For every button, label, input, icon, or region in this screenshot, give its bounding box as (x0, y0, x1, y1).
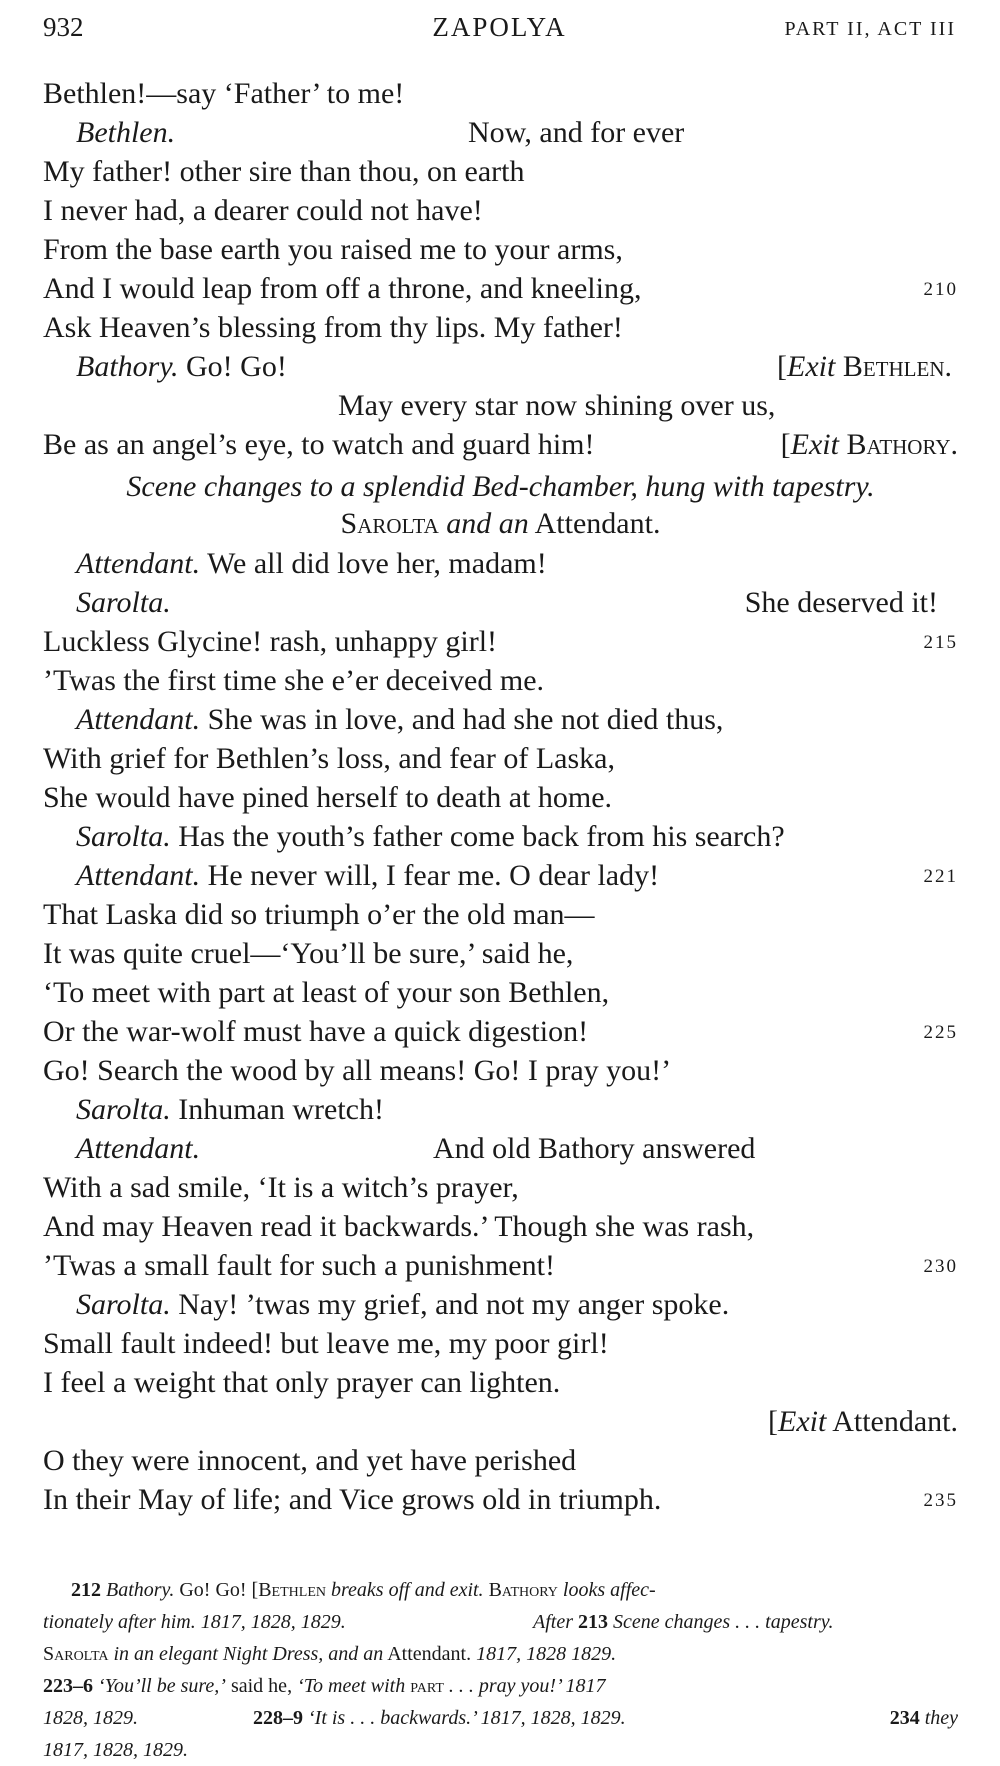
footnote-line: Sarolta in an elegant Night Dress, and an Attendant. 1817, 1828 1829. (43, 1643, 617, 1665)
verse-line: I never had, a dearer could not have! (43, 194, 483, 227)
verse-line: And may Heaven read it backwards.’ Though she was rash, (43, 1210, 755, 1243)
verse-line: Be as an angel’s eye, to watch and guard him! [Exit Bathory. (43, 425, 958, 464)
line-number: 230 (923, 1256, 958, 1277)
speaker-name: Sarolta. (76, 586, 171, 619)
line-number: 215 (923, 632, 958, 653)
speaker-name: Sarolta. (76, 1093, 171, 1126)
verse-line (43, 1402, 958, 1441)
verse-line: O they were innocent, and yet have perished (43, 1444, 577, 1477)
verse-line: ’Twas a small fault for such a punishment! 230 (43, 1246, 958, 1285)
speaker-name: Sarolta. (76, 820, 171, 853)
verse-line: And I would leap from off a throne, and kneeling, 210 (43, 269, 958, 308)
speaker-name: Attendant. (76, 547, 201, 580)
running-title: ZAPOLYA (432, 12, 567, 42)
stage-direction: [Exit Bethlen. (777, 350, 952, 383)
verse-line: Attendant. And old Bathory answered (76, 1132, 756, 1165)
scene-characters: Sarolta and an Attendant. (340, 507, 661, 540)
speaker-name: Attendant. (76, 1132, 201, 1165)
verse-line: With a sad smile, ‘It is a witch’s prayer, (43, 1171, 519, 1204)
footnote-line: tionately after him. 1817, 1828, 1829. After 213 Scene changes . . . tapestry. (43, 1611, 834, 1633)
footnote-line: 1817, 1828, 1829. (43, 1739, 188, 1761)
verse-line: Attendant. He never will, I fear me. O dear lady! 221 (43, 856, 958, 895)
verse-line: Attendant. She was in love, and had she not died thus, (76, 703, 724, 736)
verse-line: She would have pined herself to death at home. (43, 781, 613, 814)
verse-line: It was quite cruel—‘You’ll be sure,’ said he, (43, 937, 574, 970)
part-act-label: PART II, ACT III (784, 18, 956, 40)
verse-line: That Laska did so triumph o’er the old man— (43, 898, 595, 931)
verse-text (43, 74, 958, 1519)
line-number: 210 (923, 279, 958, 300)
verse-line: ‘To meet with part at least of your son Bethlen, (43, 976, 610, 1009)
line-number: 225 (923, 1022, 958, 1043)
verse-line: May every star now shining over us, (338, 389, 776, 422)
verse-line: Attendant. We all did love her, madam! (76, 547, 547, 580)
footnote-line: 1828, 1829. 228–9 ‘It is . . . backwards.’ 1817, 1828, 1829. 234 they (43, 1707, 958, 1729)
verse-line: With grief for Bethlen’s loss, and fear of Laska, (43, 742, 615, 775)
verse-line: From the base earth you raised me to your arms, (43, 233, 623, 266)
verse-line: Sarolta. Nay! ’twas my grief, and not my anger spoke. (76, 1288, 730, 1321)
verse-line: In their May of life; and Vice grows old in triumph. 235 (43, 1480, 958, 1519)
footnote-line: 223–6 ‘You’ll be sure,’ said he, ‘To meet with part . . . pray you!’ 1817 (43, 1675, 606, 1697)
line-number: 235 (923, 1490, 958, 1511)
verse-line: Bethlen. Now, and for ever (76, 116, 685, 149)
verse-line: Small fault indeed! but leave me, my poor girl! (43, 1327, 609, 1360)
verse-line: Bethlen!—say ‘Father’ to me! (43, 77, 405, 110)
scene-direction: Scene changes to a splendid Bed-chamber, hung with tapestry. (126, 470, 875, 503)
verse-line: My father! other sire than thou, on earth (43, 155, 525, 188)
page-number: 932 (43, 12, 84, 42)
verse-line: Luckless Glycine! rash, unhappy girl! 215 (43, 622, 958, 661)
verse-line: Sarolta. She deserved it! (76, 586, 938, 619)
speaker-name: Attendant. (76, 859, 201, 892)
stage-direction: [Exit Bathory. (780, 428, 958, 461)
speaker-name: Bethlen. (76, 116, 176, 149)
verse-line: Sarolta. Inhuman wretch! (76, 1093, 384, 1126)
footnote-line: 212 Bathory. Go! Go! [Bethlen breaks off and exit. Bathory looks affec- (71, 1579, 656, 1601)
speaker-name: Bathory. (76, 350, 179, 383)
line-number: 221 (923, 866, 958, 887)
speaker-name: Sarolta. (76, 1288, 171, 1321)
verse-line: I feel a weight that only prayer can lighten. (43, 1366, 561, 1399)
verse-line: Go! Search the wood by all means! Go! I pray you!’ (43, 1054, 672, 1087)
textual-footnotes (43, 1574, 958, 1766)
speaker-name: Attendant. (76, 703, 201, 736)
verse-line: Or the war-wolf must have a quick digestion! 225 (43, 1012, 958, 1051)
stage-direction: [Exit Attendant. (768, 1405, 958, 1438)
verse-line: ’Twas the first time she e’er deceived me. (43, 664, 545, 697)
verse-line: Sarolta. Has the youth’s father come back from his search? (76, 820, 785, 853)
verse-line: Ask Heaven’s blessing from thy lips. My father! (43, 311, 623, 344)
running-header (43, 12, 956, 52)
verse-line: Bathory. Go! Go! [Exit Bethlen. (43, 347, 958, 386)
